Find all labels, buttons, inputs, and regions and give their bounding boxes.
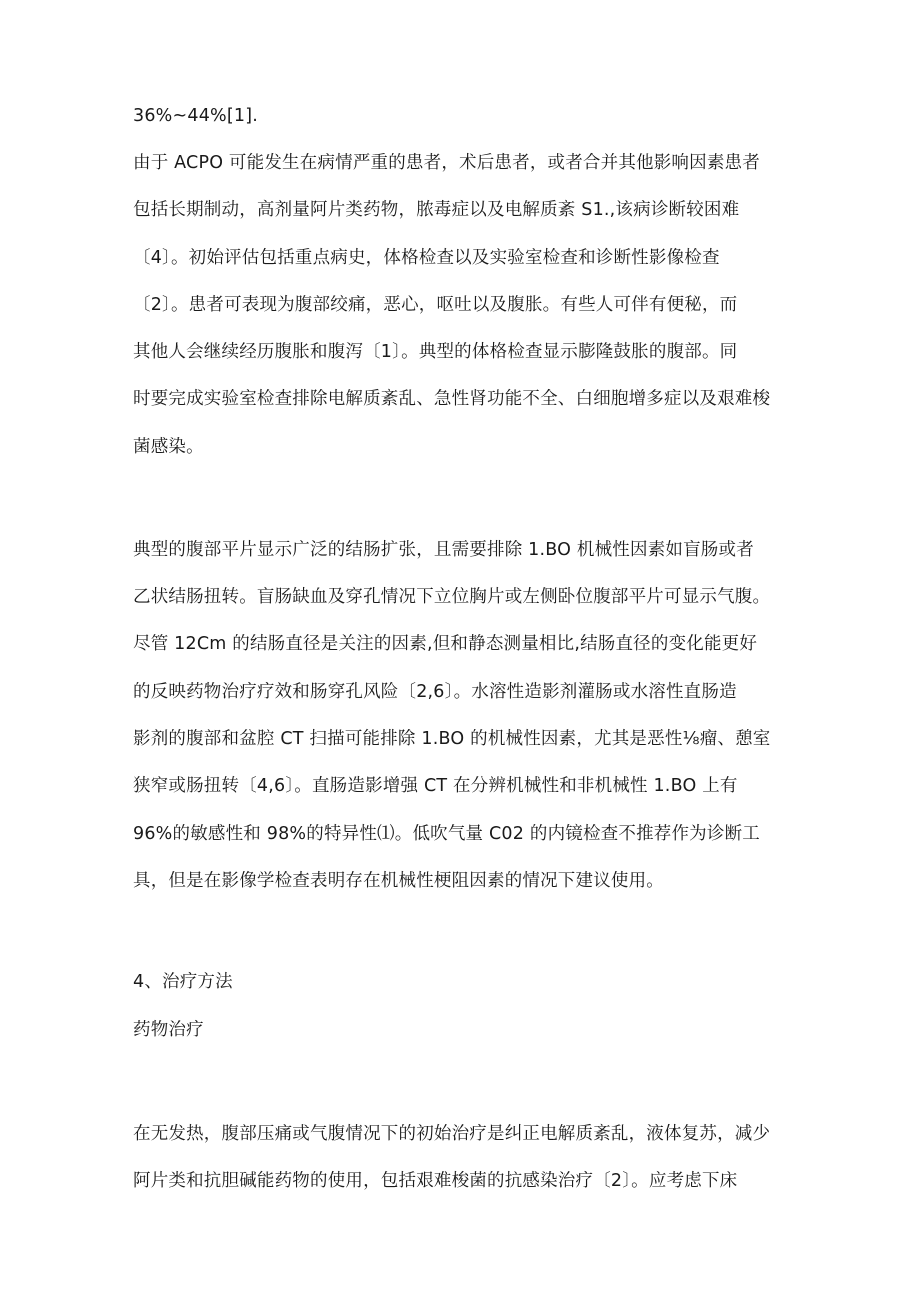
paragraph-line: 乙状结肠扭转。盲肠缺血及穿孔情况下立位胸片或左侧卧位腹部平片可显示气腹。 xyxy=(133,587,771,607)
paragraph-line: 狭窄或肠扭转〔4,6〕。直肠造影增强 CT 在分辨机械性和非机械性 1.BO 上有 xyxy=(133,776,738,796)
paragraph-line: 由于 ACPO 可能发生在病情严重的患者，术后患者，或者合并其他影响因素患者 xyxy=(133,153,760,173)
paragraph-line: 时要完成实验室检查排除电解质紊乱、急性肾功能不全、白细胞增多症以及艰难梭 xyxy=(133,389,771,409)
paragraph-line: 影剂的腹部和盆腔 CT 扫描可能排除 1.BO 的机械性因素，尤其是恶性⅛瘤、憩室 xyxy=(133,729,771,749)
paragraph-line: 96%的敏感性和 98%的特异性⑴。低吹气量 C02 的内镜检查不推荐作为诊断工 xyxy=(133,824,760,844)
paragraph-line: 具，但是在影像学检查表明存在机械性梗阻因素的情况下建议使用。 xyxy=(133,871,664,891)
paragraph-line: 〔2〕。患者可表现为腹部绞痛，恶心，呕吐以及腹胀。有些人可伴有便秘，而 xyxy=(133,295,738,315)
subsection-heading: 药物治疗 xyxy=(133,1020,204,1040)
section-heading: 4、治疗方法 xyxy=(133,972,233,992)
paragraph-line: 菌感染。 xyxy=(133,437,204,457)
paragraph-line: 在无发热，腹部压痛或气腹情况下的初始治疗是纠正电解质紊乱，液体复苏，减少 xyxy=(133,1124,771,1144)
paragraph-fragment-line: 36%~44%[1]. xyxy=(133,106,259,126)
paragraph-line: 的反映药物治疗疗效和肠穿孔风险〔2,6〕。水溶性造影剂灌肠或水溶性直肠造 xyxy=(133,682,737,702)
paragraph-line: 典型的腹部平片显示广泛的结肠扩张，且需要排除 1.BO 机械性因素如盲肠或者 xyxy=(133,540,754,560)
paragraph-line: 包括长期制动，高剂量阿片类药物，脓毒症以及电解质紊 S1.,该病诊断较困难 xyxy=(133,200,740,220)
paragraph-line: 〔4〕。初始评估包括重点病史，体格检查以及实验室检查和诊断性影像检查 xyxy=(133,248,720,268)
paragraph-line: 阿片类和抗胆碱能药物的使用，包括艰难梭菌的抗感染治疗〔2〕。应考虑下床 xyxy=(133,1171,738,1191)
paragraph-line: 其他人会继续经历腹胀和腹泻〔1〕。典型的体格检查显示膨隆鼓胀的腹部。同 xyxy=(133,342,738,362)
paragraph-line: 尽管 12Cm 的结肠直径是关注的因素,但和静态测量相比,结肠直径的变化能更好 xyxy=(133,634,758,654)
